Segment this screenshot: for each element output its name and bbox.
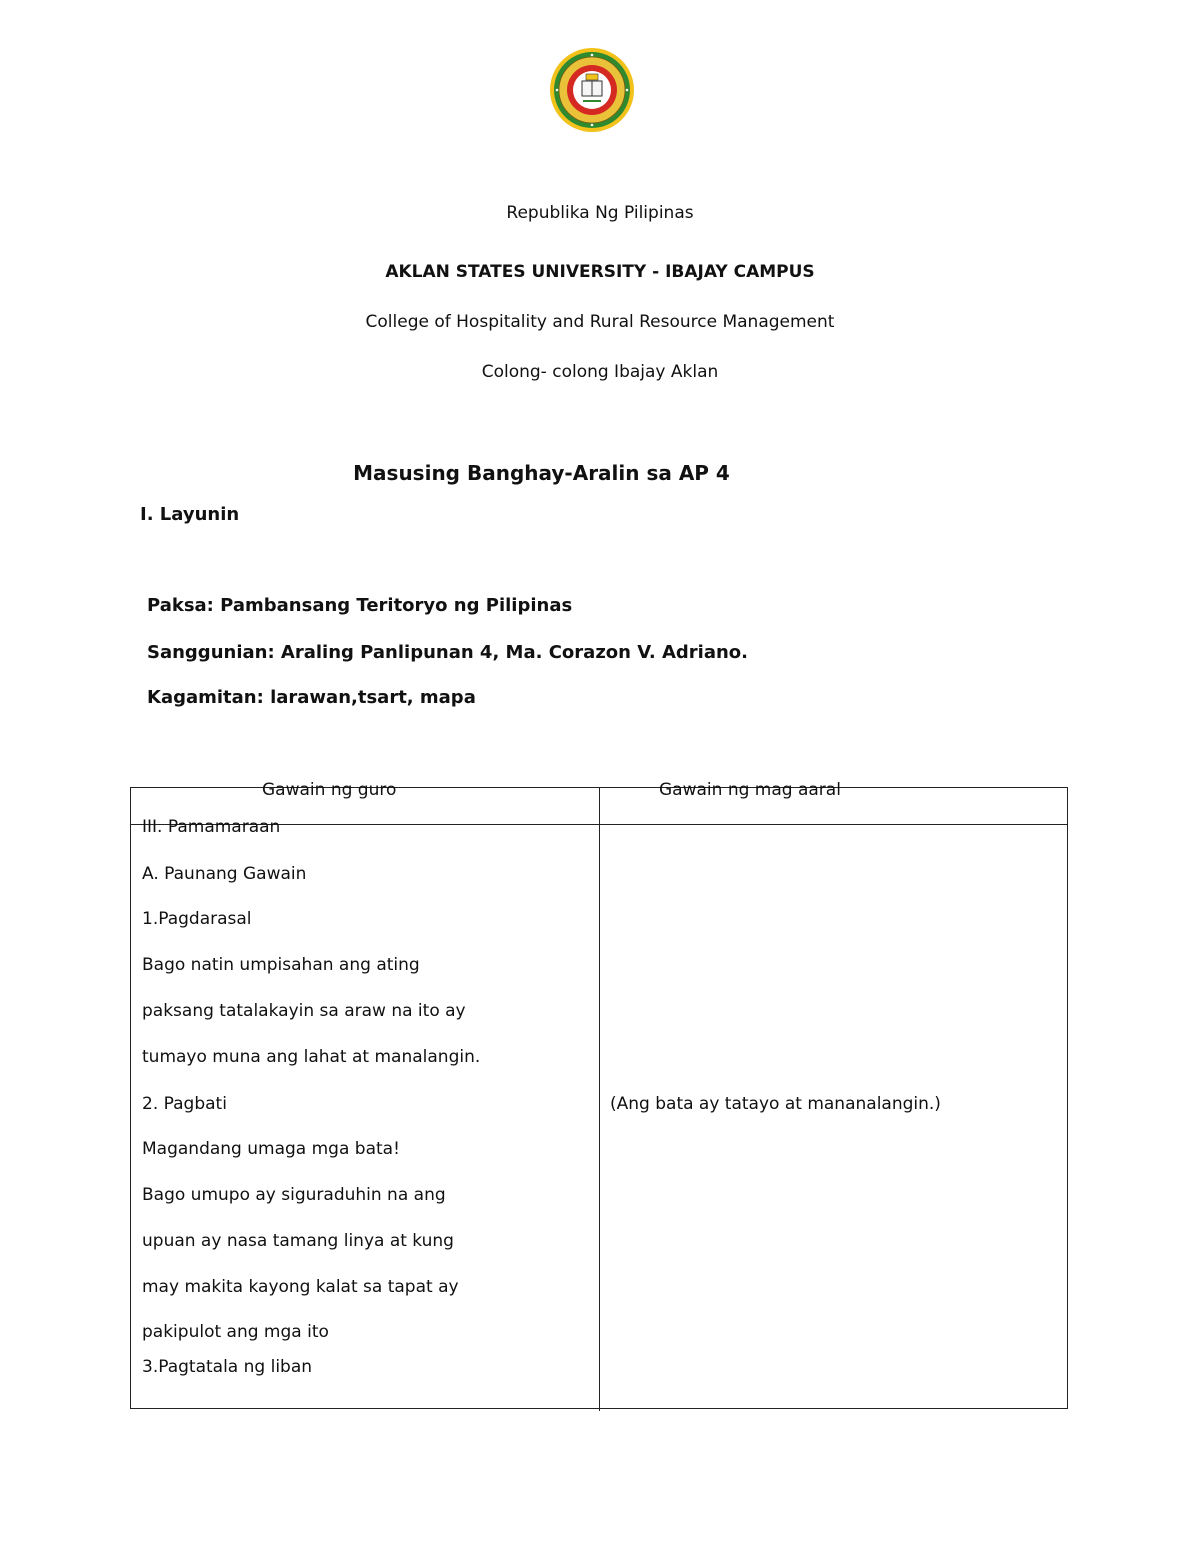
paksa-line: Paksa: Pambansang Teritoryo ng Pilipinas — [147, 595, 573, 616]
teacher-line: paksang tatalakayin sa araw na ito ay — [142, 1001, 466, 1021]
kagamitan-line: Kagamitan: larawan,tsart, mapa — [147, 687, 476, 708]
teacher-line: upuan ay nasa tamang linya at kung — [142, 1231, 454, 1251]
column-divider — [599, 787, 600, 1411]
teacher-line: 3.Pagtatala ng liban — [142, 1357, 313, 1377]
campus-address: Colong- colong Ibajay Aklan — [481, 362, 719, 382]
teacher-line: Bago umupo ay siguraduhin na ang — [142, 1185, 446, 1205]
teacher-line: Magandang umaga mga bata! — [142, 1139, 400, 1159]
teacher-line: tumayo muna ang lahat at manalangin. — [142, 1047, 481, 1067]
college-name: College of Hospitality and Rural Resource Management — [365, 312, 835, 332]
teacher-line: may makita kayong kalat sa tapat ay — [142, 1277, 459, 1297]
document-title: Masusing Banghay-Aralin sa AP 4 — [353, 461, 730, 485]
teacher-line: A. Paunang Gawain — [142, 864, 307, 884]
student-line: (Ang bata ay tatayo at mananalangin.) — [610, 1094, 941, 1114]
header-teacher: Gawain ng guro — [262, 780, 397, 800]
teacher-line: 2. Pagbati — [142, 1094, 227, 1114]
teacher-line: III. Pamamaraan — [142, 817, 281, 837]
teacher-line: 1.Pagdarasal — [142, 909, 252, 929]
university-name: AKLAN STATES UNIVERSITY - IBAJAY CAMPUS — [385, 262, 815, 282]
sanggunian-line: Sanggunian: Araling Panlipunan 4, Ma. Corazon V. Adriano. — [147, 642, 748, 663]
header-student: Gawain ng mag aaral — [659, 780, 841, 800]
teacher-line: Bago natin umpisahan ang ating — [142, 955, 420, 975]
section-layunin: I. Layunin — [140, 504, 240, 525]
university-seal-icon — [549, 47, 635, 133]
republic-line: Republika Ng Pilipinas — [506, 203, 694, 223]
teacher-line: pakipulot ang mga ito — [142, 1322, 329, 1342]
